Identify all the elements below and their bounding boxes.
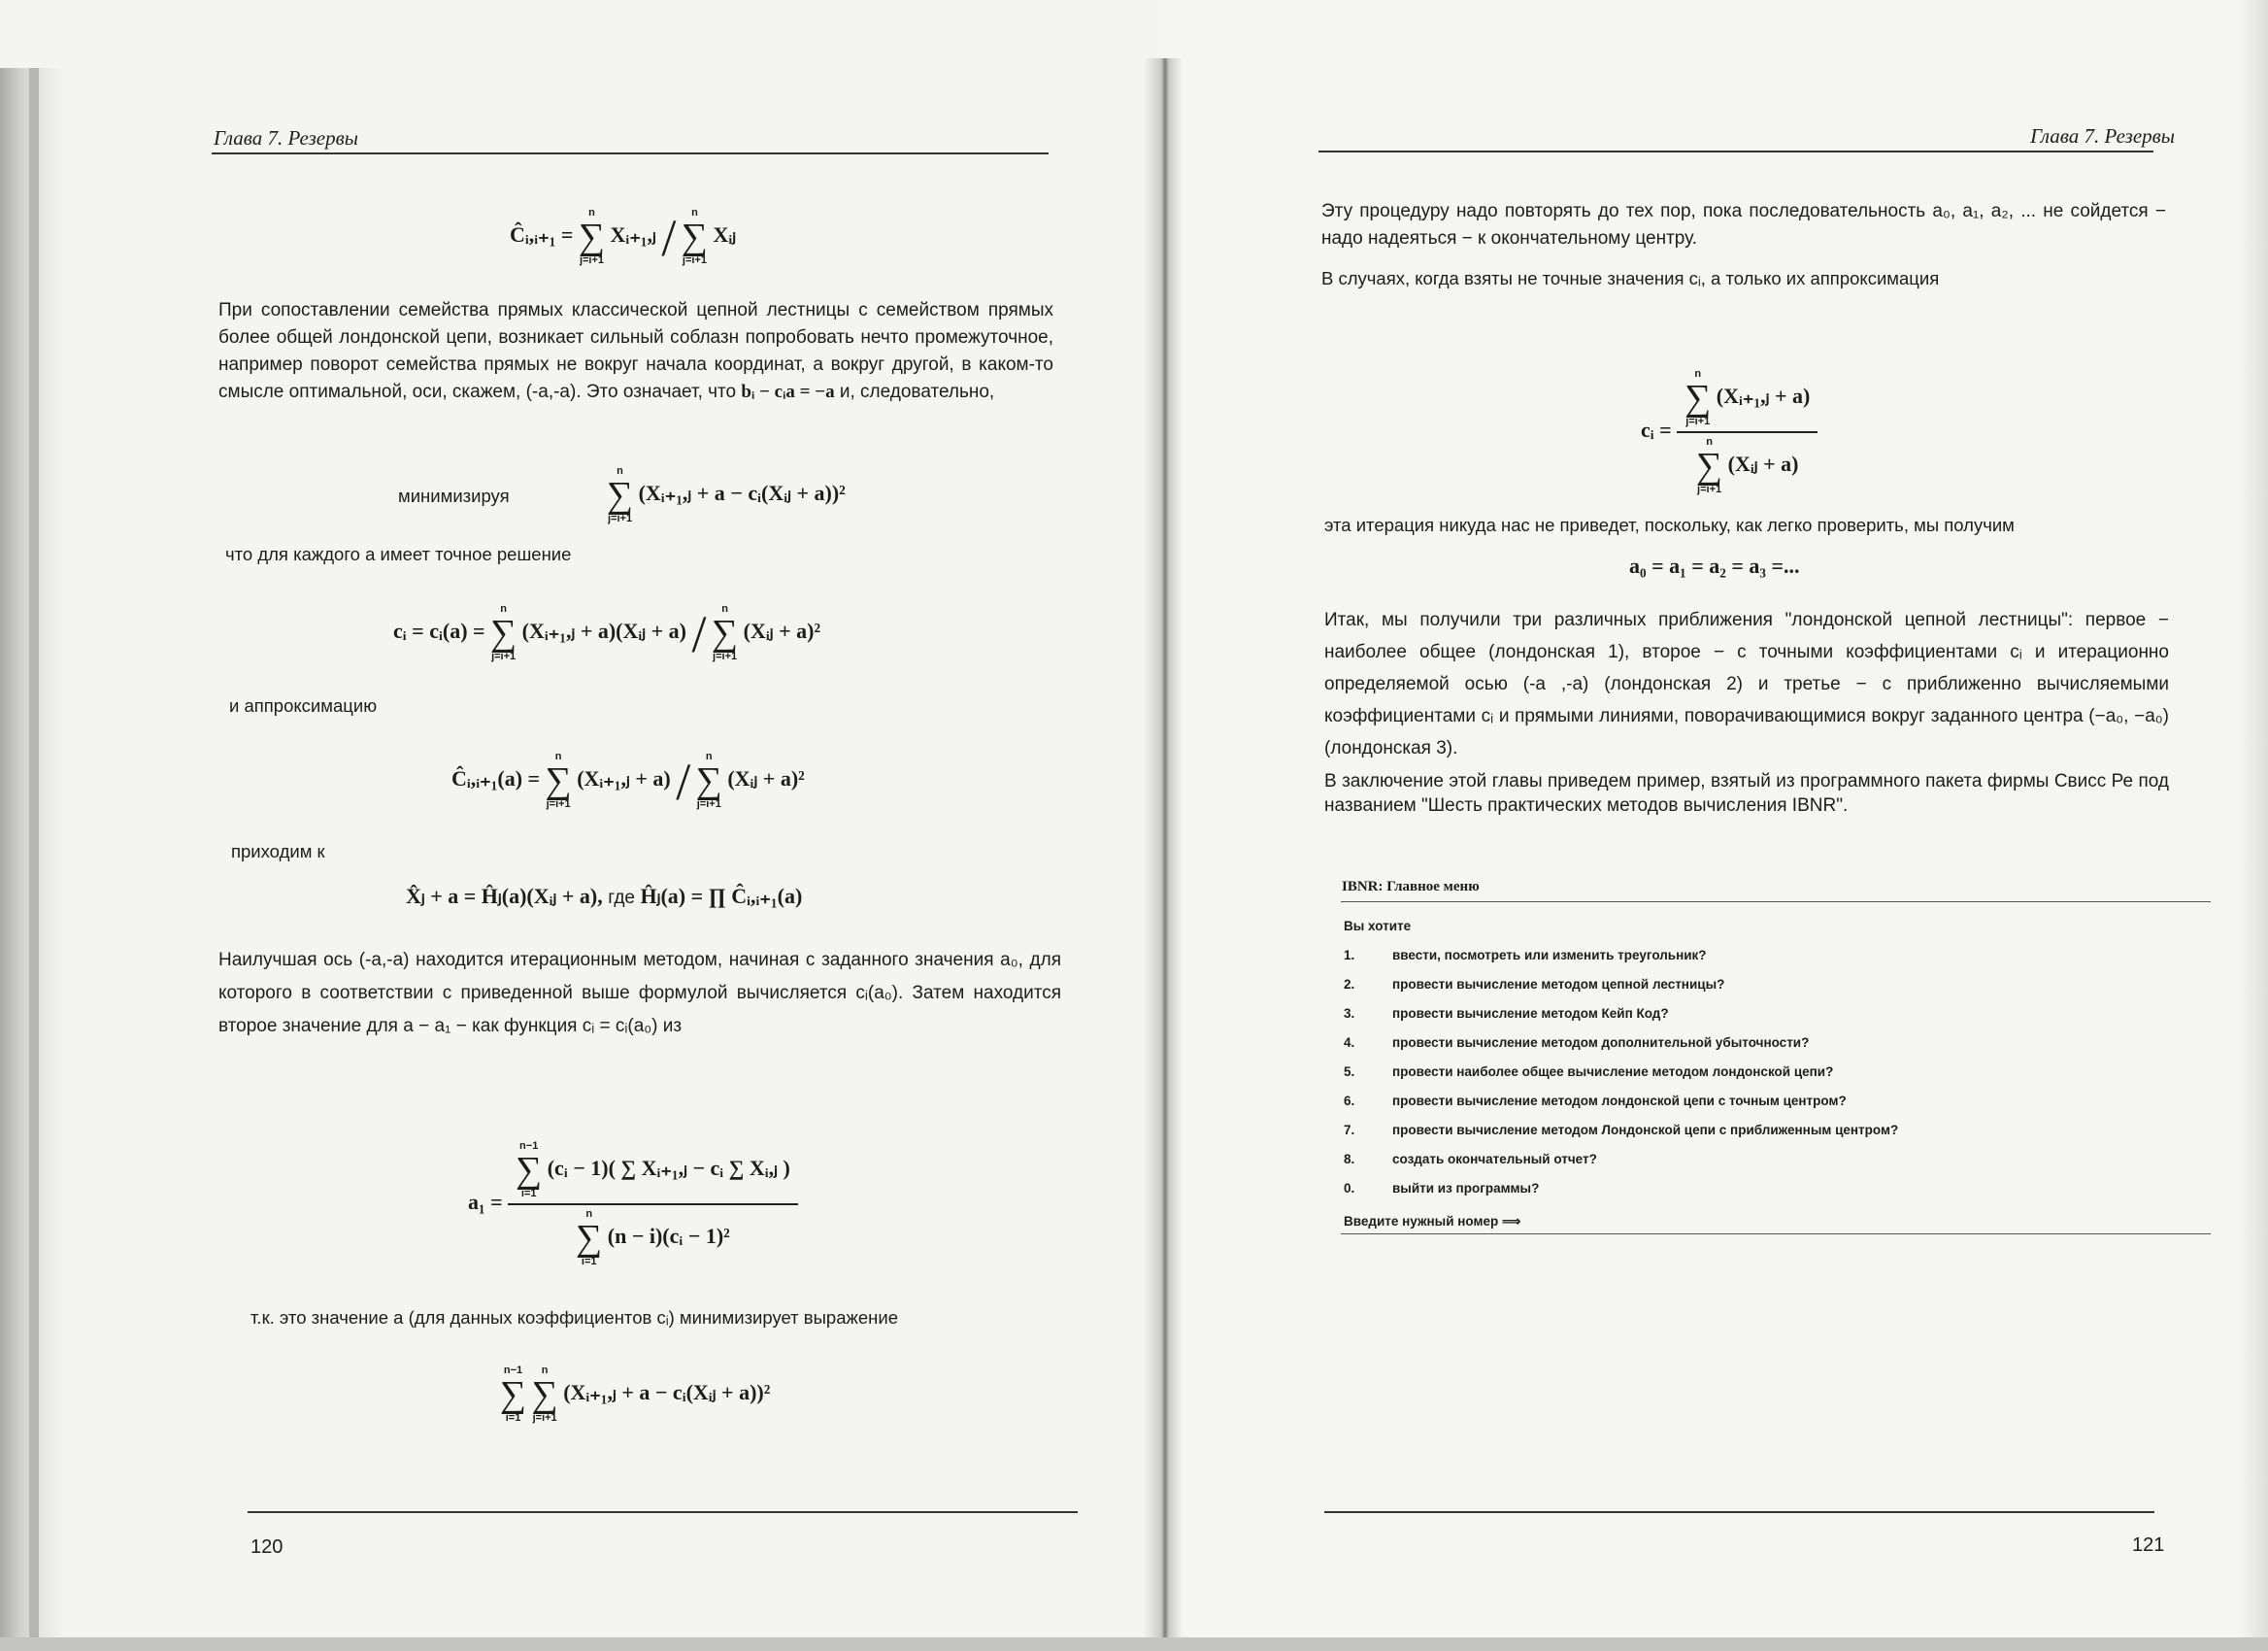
menu-item[interactable]: 7. провести вычисление методом Лондонской цепи с приближенным центром? <box>1344 1123 1899 1137</box>
header-rule-left <box>212 152 1049 154</box>
menu-item[interactable]: 3. провести вычисление методом Кейп Код? <box>1344 1006 1669 1021</box>
footer-rule-left <box>248 1511 1078 1513</box>
menu-item[interactable]: 0. выйти из программы? <box>1344 1181 1540 1196</box>
text-arrive: приходим к <box>231 841 325 861</box>
page-edge-line <box>29 68 39 1651</box>
menu-input-prompt[interactable]: Введите нужный номер ⟹ <box>1344 1214 1521 1229</box>
menu-item[interactable]: 8. создать окончательный отчет? <box>1344 1152 1597 1166</box>
page-edge-right <box>2239 0 2268 1651</box>
menu-item[interactable]: 4. провести вычисление методом дополнительной убыточности? <box>1344 1035 1810 1050</box>
paragraph-three-approximations: Итак, мы получили три различных приближения "лондонской цепной лестницы": первое − наиболее общее (лондонская 1), второе − с точными коэффициентами cᵢ и итерационно определяемой осью (-a ,-a) (лондонская 2) и третье − с приближенно вычисляемыми коэффициентами cᵢ и прямыми линиями, поворачивающимися вокруг заданного центра (−a₀, −a₀) (лондонская 3). <box>1324 610 2169 758</box>
paragraph-intro: При сопоставлении семейства прямых классической цепной лестницы с семейством прямых более общей лондонской цепи, возникает сильный соблазн попробовать нечто промежуточное, например поворот семейства прямых не вокруг начала координат, а вокруг другой, в каком-то смысле оптимальной, оси, скажем, (-a,-a). Это означает, что bᵢ − cᵢa = −a и, следовательно, <box>218 300 1053 402</box>
paragraph-repeat: Эту процедуру надо повторять до тех пор, пока последовательность a₀, a₁, a₂, ... не сойдется − надо надеяться − к окончательному центру. <box>1321 201 2166 249</box>
menu-title: IBNR: Главное меню <box>1342 879 1480 894</box>
formula-equal-sequence: a₀ = a₁ = a₂ = a₃ =... <box>1629 554 1800 578</box>
paragraph-example: В заключение этой главы приведем пример, взятый из программного пакета фирмы Свисс Ре под названием "Шесть практических методов вычисления IBNR". <box>1324 771 2169 816</box>
text-minimizes: т.к. это значение a (для данных коэффициентов cᵢ) минимизирует выражение <box>250 1307 899 1328</box>
menu-top-rule <box>1341 901 2211 902</box>
formula-a1: a₁ = n−1 ∑ i=1 (cᵢ − 1)( ∑ Xᵢ₊₁,ⱼ − cᵢ ∑ Xᵢ,ⱼ ) n ∑ i=1 (n − i)(cᵢ − 1)² <box>468 1141 798 1267</box>
formula-c-hat-of-a: Ĉᵢ,ᵢ₊₁(a) = n ∑ j=i+1 (Xᵢ₊₁,ⱼ + a) / n ∑ j=i+1 (Xᵢⱼ + a)² <box>451 751 805 812</box>
formula-x-hat: X̂ⱼ + a = Ĥⱼ(a)(Xᵢⱼ + a), где Ĥⱼ(a) = ∏ Ĉᵢ,ᵢ₊₁(a) <box>406 884 803 908</box>
paragraph-iteration: Наилучшая ось (-a,-a) находится итерационным методом, начиная с заданного значения a₀, для которого в соответствии с приведенной выше формулой вычисляется cᵢ(a₀). Затем находится второе значение для a − a₁ − как функция cᵢ = cᵢ(a₀) из <box>218 950 1061 1036</box>
running-head-left: Глава 7. Резервы <box>214 126 358 150</box>
running-head-right: Глава 7. Резервы <box>2030 124 2175 148</box>
menu-item[interactable]: 6. провести вычисление методом лондонской цепи с точным центром? <box>1344 1094 1847 1108</box>
formula-minimize-1: n ∑ j=i+1 (Xᵢ₊₁,ⱼ + a − cᵢ(Xᵢⱼ + a))² <box>607 465 846 524</box>
book-spine <box>1144 58 1183 1651</box>
menu-item[interactable]: 5. провести наиболее общее вычисление методом лондонской цепи? <box>1344 1064 1834 1079</box>
menu-prompt: Вы хотите <box>1344 919 1412 933</box>
text-minimizing: минимизируя <box>398 486 510 506</box>
menu-bottom-rule <box>1341 1233 2211 1234</box>
menu-item[interactable]: 1. ввести, посмотреть или изменить треугольник? <box>1344 948 1707 962</box>
footer-rule-right <box>1324 1511 2154 1513</box>
formula-c-hat: Ĉᵢ,ᵢ₊₁ = n ∑ j=i+1 Xᵢ₊₁,ⱼ / n ∑ j=i+1 Xᵢⱼ <box>510 207 737 268</box>
text-approximation: и аппроксимацию <box>229 695 378 716</box>
formula-c-approx: cᵢ = n ∑ j=i+1 (Xᵢ₊₁,ⱼ + a) n ∑ j=i+1 (Xᵢⱼ + a) <box>1641 369 1818 495</box>
menu-item[interactable]: 2. провести вычисление методом цепной лестницы? <box>1344 977 1725 992</box>
page-number-right: 121 <box>2132 1534 2165 1556</box>
formula-minimize-2: n−1 ∑ i=1 n ∑ j=i+1 (Xᵢ₊₁,ⱼ + a − cᵢ(Xᵢⱼ + a))² <box>500 1365 771 1424</box>
header-rule-right <box>1318 151 2153 152</box>
scan-bottom-edge <box>0 1637 2268 1651</box>
text-exact-solution: что для каждого a имеет точное решение <box>225 544 572 564</box>
text-approximation-cases: В случаях, когда взяты не точные значения cᵢ, а только их аппроксимация <box>1321 268 1940 288</box>
formula-c-of-a: cᵢ = cᵢ(a) = n ∑ j=i+1 (Xᵢ₊₁,ⱼ + a)(Xᵢⱼ + a) / n ∑ j=i+1 (Xᵢⱼ + a)² <box>393 603 821 664</box>
right-page <box>1161 0 2268 1651</box>
text-iteration-result: эта итерация никуда нас не приведет, поскольку, как легко проверить, мы получим <box>1324 515 2015 535</box>
page-number-left: 120 <box>250 1536 284 1558</box>
